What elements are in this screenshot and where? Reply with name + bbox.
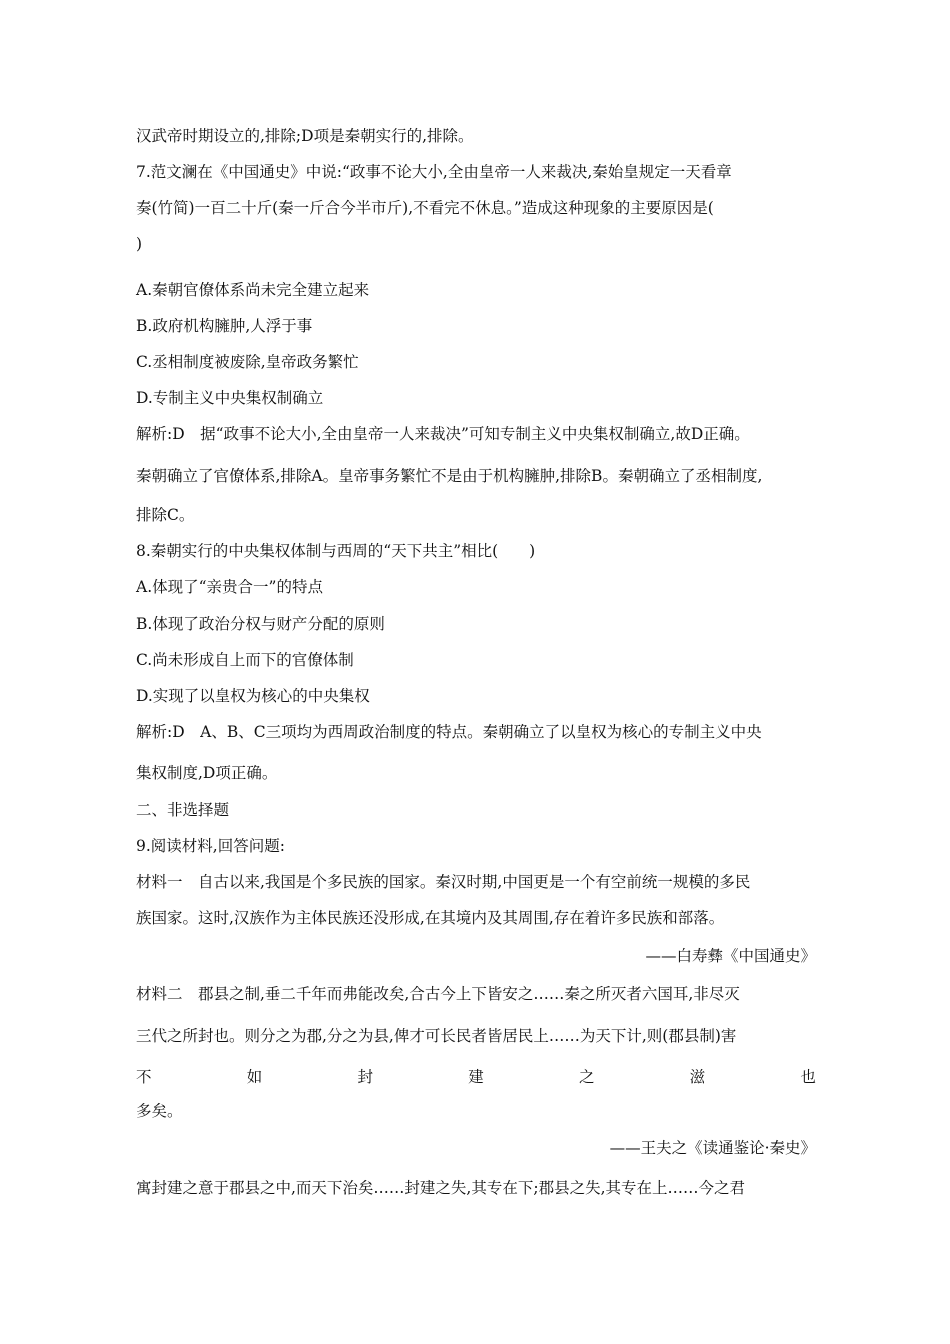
char: 封	[357, 1068, 373, 1086]
material-1-cont: 族国家。这时,汉族作为主体民族还没形成,在其境内及其周围,存在着许多民族和部落。	[136, 909, 725, 927]
explanation-7-end: 排除C。	[136, 506, 195, 524]
material-3: 寓封建之意于郡县之中,而天下治矣……封建之失,其专在下;郡县之失,其专在上……今之君	[136, 1179, 746, 1197]
option-c: C.丞相制度被废除,皇帝政务繁忙	[136, 353, 359, 371]
option-b: B.体现了政治分权与财产分配的原则	[136, 615, 385, 633]
explanation-7-cont: 秦朝确立了官僚体系,排除A。皇帝事务繁忙不是由于机构臃肿,排除B。秦朝确立了丞相制度,	[136, 467, 763, 485]
option-a: A.体现了“亲贵合一”的特点	[136, 578, 323, 596]
text-line: 汉武帝时期设立的,排除;D项是秦朝实行的,排除。	[136, 127, 474, 145]
question-8-stem: 8.秦朝实行的中央集权体制与西周的“天下共主”相比( )	[136, 542, 536, 560]
option-d: D.专制主义中央集权制确立	[136, 389, 324, 407]
section-heading: 二、非选择题	[136, 801, 230, 819]
explanation-7: 解析:D 据“政事不论大小,全由皇帝一人来裁决”可知专制主义中央集权制确立,故D正确。	[136, 425, 750, 443]
question-7-stem-end: )	[136, 235, 143, 253]
char: 建	[468, 1068, 484, 1086]
question-7-stem: 7.范文澜在《中国通史》中说:“政事不论大小,全由皇帝一人来裁决,秦始皇规定一天看章	[136, 163, 732, 181]
question-9-stem: 9.阅读材料,回答问题:	[136, 837, 285, 855]
material-2: 材料二 郡县之制,垂二千年而弗能改矣,合古今上下皆安之……秦之所灭者六国耳,非尽灭	[136, 985, 740, 1003]
material-2-end: 多矣。	[136, 1102, 183, 1120]
option-a: A.秦朝官僚体系尚未完全建立起来	[136, 281, 370, 299]
char: 不	[136, 1068, 152, 1086]
char: 如	[246, 1068, 263, 1086]
char: 也	[800, 1068, 816, 1086]
char: 滋	[689, 1068, 706, 1086]
material-2-cont: 三代之所封也。则分之为郡,分之为县,俾才可长民者皆居民上……为天下计,则(郡县制)害	[136, 1027, 737, 1045]
option-b: B.政府机构臃肿,人浮于事	[136, 317, 313, 335]
explanation-8-end: 集权制度,D项正确。	[136, 764, 278, 782]
material-1: 材料一 自古以来,我国是个多民族的国家。秦汉时期,中国更是一个有空前统一规模的多民	[136, 873, 751, 891]
material-2-source: ——王夫之《读通鉴论·秦史》	[609, 1139, 816, 1157]
explanation-8: 解析:D A、B、C三项均为西周政治制度的特点。秦朝确立了以皇权为核心的专制主义中央	[136, 723, 762, 741]
material-2-justified-line	[136, 1067, 816, 1087]
option-d: D.实现了以皇权为核心的中央集权	[136, 687, 370, 705]
question-7-stem-cont: 奏(竹简)一百二十斤(秦一斤合今半市斤),不看完不休息。”造成这种现象的主要原因是(	[136, 199, 714, 217]
option-c: C.尚未形成自上而下的官僚体制	[136, 651, 354, 669]
char: 之	[578, 1068, 595, 1086]
material-1-source: ——白寿彝《中国通史》	[645, 947, 816, 965]
